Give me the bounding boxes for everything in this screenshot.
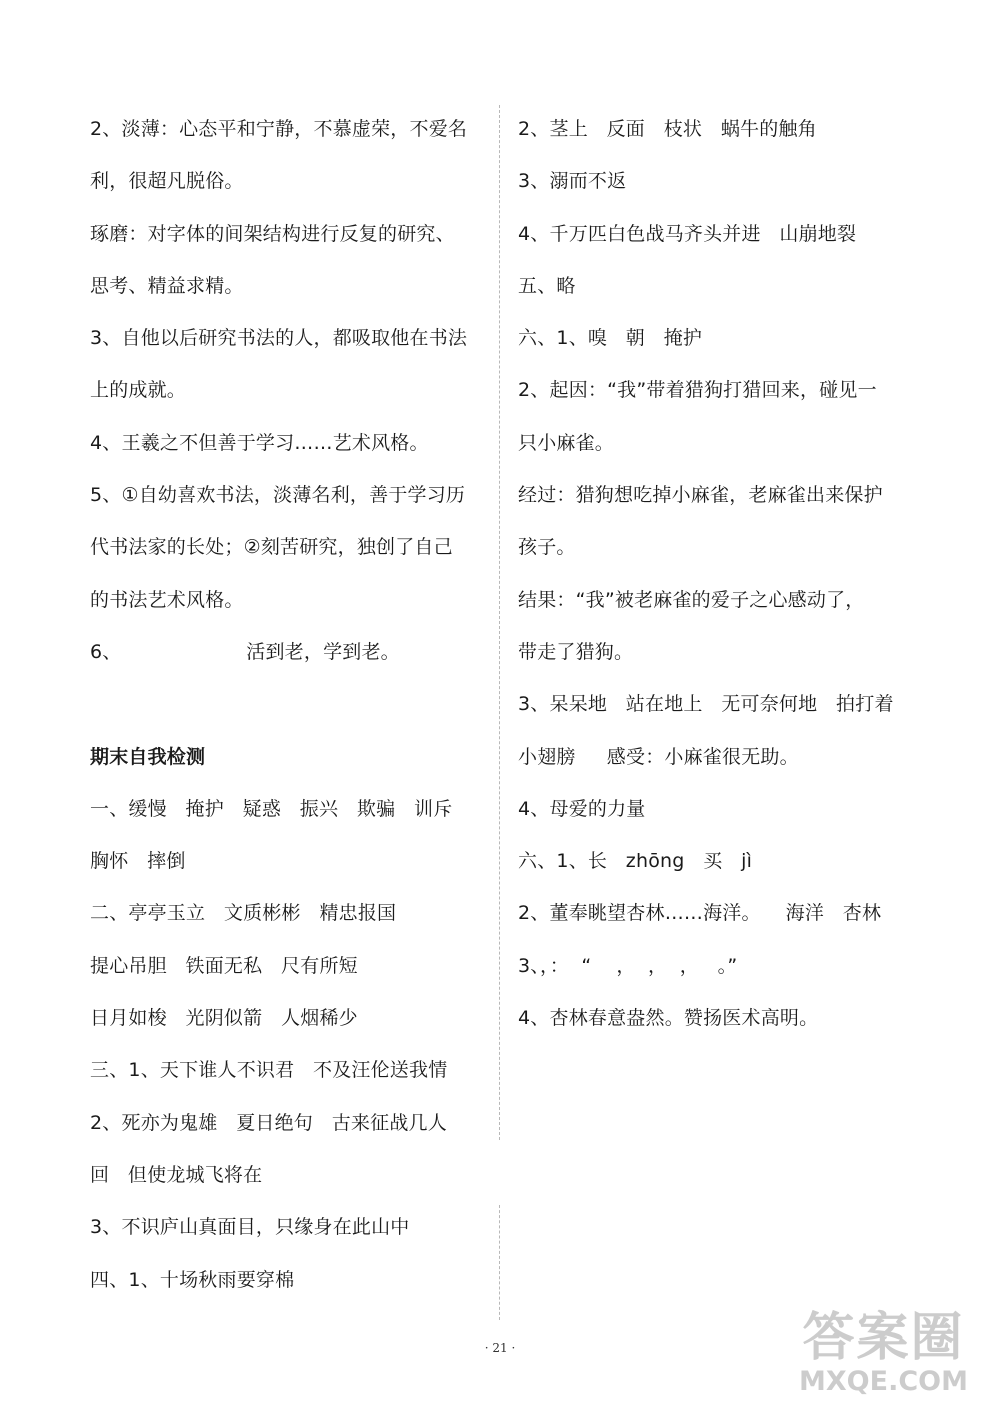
answer-line: 6、 活到老，学到老。 (90, 640, 400, 663)
section-title: 期末自我检测 (90, 745, 206, 768)
answer-line: 代书法家的长处；②刻苦研究，独创了自己 (90, 536, 453, 559)
answer-line: 4、千万匹白色战马齐头并进 山崩地裂 (518, 222, 857, 245)
answer-line: 3、呆呆地 站在地上 无可奈何地 拍打着 (518, 693, 894, 716)
answer-line: 2、死亦为鬼雄 夏日绝句 古来征战几人 (90, 1111, 447, 1134)
answer-line: 四、1、十场秋雨要穿棉 (90, 1268, 295, 1291)
answer-line: 4、杏林春意盎然。赞扬医术高明。 (518, 1007, 819, 1030)
watermark-logo (781, 1309, 986, 1404)
answer-line: 2、起因：“我”带着猎狗打猎回来，碰见一 (518, 379, 877, 402)
answer-line: 提心吊胆 铁面无私 尺有所短 (90, 954, 358, 977)
answer-line: 六、1、嗅 朝 掩护 (518, 327, 703, 350)
answer-line: 小翅膀 感受：小麻雀很无助。 (518, 745, 799, 768)
answer-line: 胸怀 摔倒 (90, 850, 186, 873)
answer-line: 带走了猎狗。 (518, 640, 634, 663)
answer-line: 上的成就。 (90, 379, 187, 402)
answer-line: 孩子。 (518, 536, 576, 559)
answer-line: 5、①自幼喜欢书法，淡薄名利，善于学习历 (90, 484, 466, 507)
answer-line: 三、1、天下谁人不识君 不及汪伦送我情 (90, 1059, 448, 1082)
answer-line: 4、王羲之不但善于学习……艺术风格。 (90, 431, 429, 454)
watermark-url: MXQE.COM (799, 1366, 968, 1397)
answer-line: 结果：“我”被老麻雀的爱子之心感动了， (518, 588, 865, 611)
answer-line: 2、淡薄：心态平和宁静，不慕虚荣，不爱名 (90, 118, 468, 140)
section-spacer (90, 678, 485, 730)
answer-line: 3、不识庐山真面目，只缘身在此山中 (90, 1216, 410, 1239)
answer-line: 2、茎上 反面 枝状 蜗牛的触角 (518, 118, 817, 140)
answer-line: 琢磨：对字体的间架结构进行反复的研究、 (90, 222, 455, 245)
column-divider (499, 105, 500, 1140)
right-column (518, 103, 918, 1044)
column-divider (499, 1205, 500, 1320)
answer-line: 二、亭亭玉立 文质彬彬 精忠报国 (90, 902, 397, 925)
answer-line: 3、自他以后研究书法的人，都吸取他在书法 (90, 327, 468, 350)
left-column (90, 103, 485, 1306)
answer-line: 3、溺而不返 (518, 170, 627, 193)
answer-line: 思考、精益求精。 (90, 274, 244, 297)
answer-line: 利，很超凡脱俗。 (90, 170, 244, 193)
answer-line: 经过：猎狗想吃掉小麻雀，老麻雀出来保护 (518, 484, 883, 507)
watermark-brand: 答案圈 (802, 1308, 965, 1368)
answer-line: 2、董奉眺望杏林……海洋。 海洋 杏林 (518, 902, 882, 925)
answer-line: 六、1、长 zhōng 买 jì (518, 850, 753, 873)
answer-line: 一、缓慢 掩护 疑惑 振兴 欺骗 训斥 (90, 797, 453, 820)
answer-line: 4、母爱的力量 (518, 797, 646, 820)
answer-line: 日月如梭 光阴似箭 人烟稀少 (90, 1007, 358, 1030)
answer-line: 3、，： “ ， ， ， 。” (518, 954, 738, 977)
answer-line: 只小麻雀。 (518, 431, 615, 454)
answer-line: 的书法艺术风格。 (90, 588, 244, 611)
answer-line: 回 但使龙城飞将在 (90, 1163, 263, 1186)
page-number: · 21 · (484, 1341, 516, 1355)
answer-line: 五、略 (518, 274, 576, 297)
